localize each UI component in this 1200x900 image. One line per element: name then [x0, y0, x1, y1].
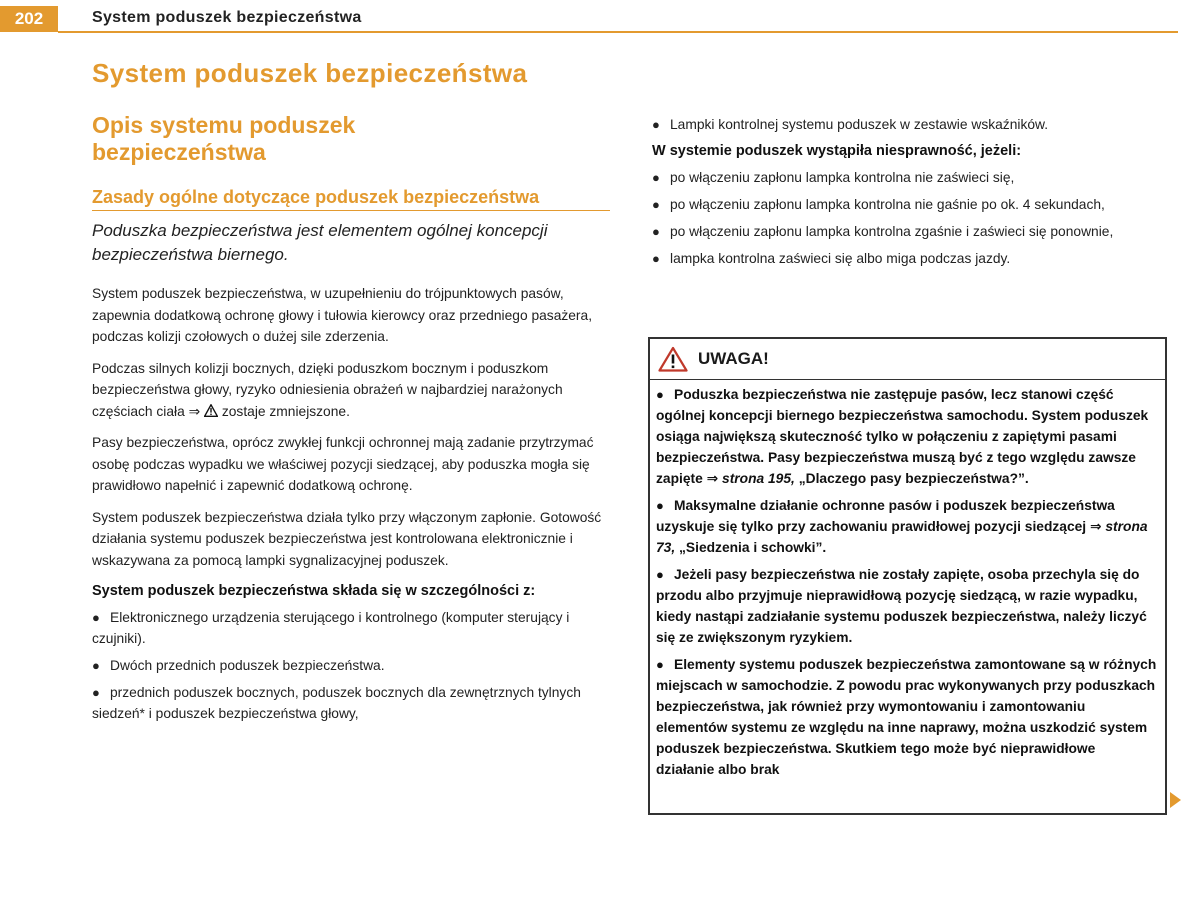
running-title: System poduszek bezpieczeństwa [92, 9, 362, 26]
paragraph-4: System poduszek bezpieczeństwa działa tylko przy włączonym zapłonie. Gotowość działania systemu poduszek bezpieczeństwa jest kontrolowana elektronicznie i wskazywana za pomocą lampki sygnalizacyjnej poduszek. [92, 509, 602, 568]
bullet-icon: ● [656, 498, 664, 513]
list-item: ● przednich poduszek bocznych, poduszek bocznych dla zewnętrznych tylnych siedzeń* i poduszek bezpieczeństwa głowy, [92, 682, 610, 724]
right-column [652, 114, 1168, 275]
header-divider [58, 31, 1178, 33]
warning-item: ● Elementy systemu poduszek bezpieczeństwa zamontowane są w różnych miejscach w samochodzie. Z powodu prac wykonywanych przy poduszkach bezpieczeństwa, jak również przy wymontowaniu i zamontowaniu elementów systemu ze względu na inne naprawy, można uszkodzić system poduszek bezpieczeństwa. Skutkiem tego może być nieprawidłowe działanie albo brak [656, 654, 1157, 780]
warning-item: ● Poduszka bezpieczeństwa nie zastępuje pasów, lecz stanowi część ogólnej koncepcji biernego bezpieczeństwa samochodu. System poduszek osiąga największą skuteczność tylko w połączeniu z zapiętymi pasami bezpieczeństwa. Pasy bezpieczeństwa muszą być z tego względu zawsze zapięte ⇒ strona 195, „Dlaczego pasy bezpieczeństwa?”. [656, 384, 1157, 489]
list-item: ● lampka kontrolna zaświeci się albo miga podczas jazdy. [652, 248, 1168, 269]
paragraph-1: System poduszek bezpieczeństwa, w uzupełnieniu do trójpunktowych pasów, zapewnia dodatkową ochronę głowy i tułowia kierowcy oraz przedniego pasażera, podczas kolizji czołowych o dużej sile zderzenia. [92, 286, 593, 344]
paragraph-2 [92, 358, 610, 423]
list-item: ● Elektronicznego urządzenia sterującego i kontrolnego (komputer sterujący i czujniki). [92, 607, 610, 649]
warning-header [650, 339, 1165, 380]
page-reference: strona 195, [722, 471, 795, 486]
bullet-icon: ● [652, 170, 660, 185]
warning-label: UWAGA! [698, 349, 769, 368]
components-heading: System poduszek bezpieczeństwa składa się w szczególności z: [92, 583, 536, 599]
paragraph-2-end: zostaje zmniejszone. [218, 403, 350, 419]
bullet-icon: ● [656, 567, 664, 582]
bullet-icon: ● [92, 658, 100, 673]
bullet-icon: ● [652, 117, 660, 132]
warning-item: ● Maksymalne działanie ochronne pasów i poduszek bezpieczeństwa uzyskuje się tylko przy zachowaniu prawidłowej pozycji siedzącej ⇒ strona 73, „Siedzenia i schowki”. [656, 495, 1157, 558]
section-title: Opis systemu poduszek bezpieczeństwa [92, 112, 356, 165]
warning-item: ● Jeżeli pasy bezpieczeństwa nie zostały zapięte, osoba przechyla się do przodu albo przyjmuje nieprawidłową pozycję siedzącą, w razie wypadku, kiedy nastąpi zadziałanie systemu poduszek bezpieczeństwa, należy liczyć się ze zwiększonym ryzykiem. [656, 564, 1157, 648]
page-title: System poduszek bezpieczeństwa [92, 58, 528, 88]
subsection-title: Zasady ogólne dotyczące poduszek bezpieczeństwa [92, 186, 610, 211]
left-column [92, 112, 610, 730]
list-item: ● Dwóch przednich poduszek bezpieczeństwa. [92, 655, 610, 676]
bullet-icon: ● [652, 197, 660, 212]
warning-triangle-icon [658, 346, 688, 372]
paragraph-2-start: Podczas silnych kolizji bocznych, dzięki poduszkom bocznym i poduszkom bezpieczeństwa głowy, ryzyko odniesienia obrażeń w najbardziej narażonych częściach ciała ⇒ [92, 360, 563, 419]
warning-triangle-icon [204, 404, 218, 417]
list-item: ● po włączeniu zapłonu lampka kontrolna zgaśnie i zaświeci się ponownie, [652, 221, 1168, 242]
lead-paragraph: Poduszka bezpieczeństwa jest elementem ogólnej koncepcji bezpieczeństwa biernego. [92, 221, 548, 264]
bullet-icon: ● [656, 387, 664, 402]
list-item: ● po włączeniu zapłonu lampka kontrolna nie gaśnie po ok. 4 sekundach, [652, 194, 1168, 215]
continue-arrow-icon [1170, 792, 1181, 808]
bullet-icon: ● [656, 657, 664, 672]
bullet-icon: ● [92, 610, 100, 625]
bullet-icon: ● [652, 224, 660, 239]
list-item: ● Lampki kontrolnej systemu poduszek w zestawie wskaźników. [652, 114, 1168, 135]
fault-heading: W systemie poduszek wystąpiła niesprawność, jeżeli: [652, 143, 1022, 159]
page-reference: strona 73, [656, 519, 1148, 555]
warning-box [648, 337, 1167, 815]
list-item: ● po włączeniu zapłonu lampka kontrolna nie zaświeci się, [652, 167, 1168, 188]
bullet-icon: ● [92, 685, 100, 700]
warning-body [650, 380, 1165, 780]
paragraph-3: Pasy bezpieczeństwa, oprócz zwykłej funkcji ochronnej mają zadanie przytrzymać osobę podczas wypadku we właściwej pozycji siedzącej, aby poduszka mogła się prawidłowo napełnić i zapewnić dodatkową ochronę. [92, 435, 594, 493]
page-number: 202 [0, 6, 58, 32]
bullet-icon: ● [652, 251, 660, 266]
